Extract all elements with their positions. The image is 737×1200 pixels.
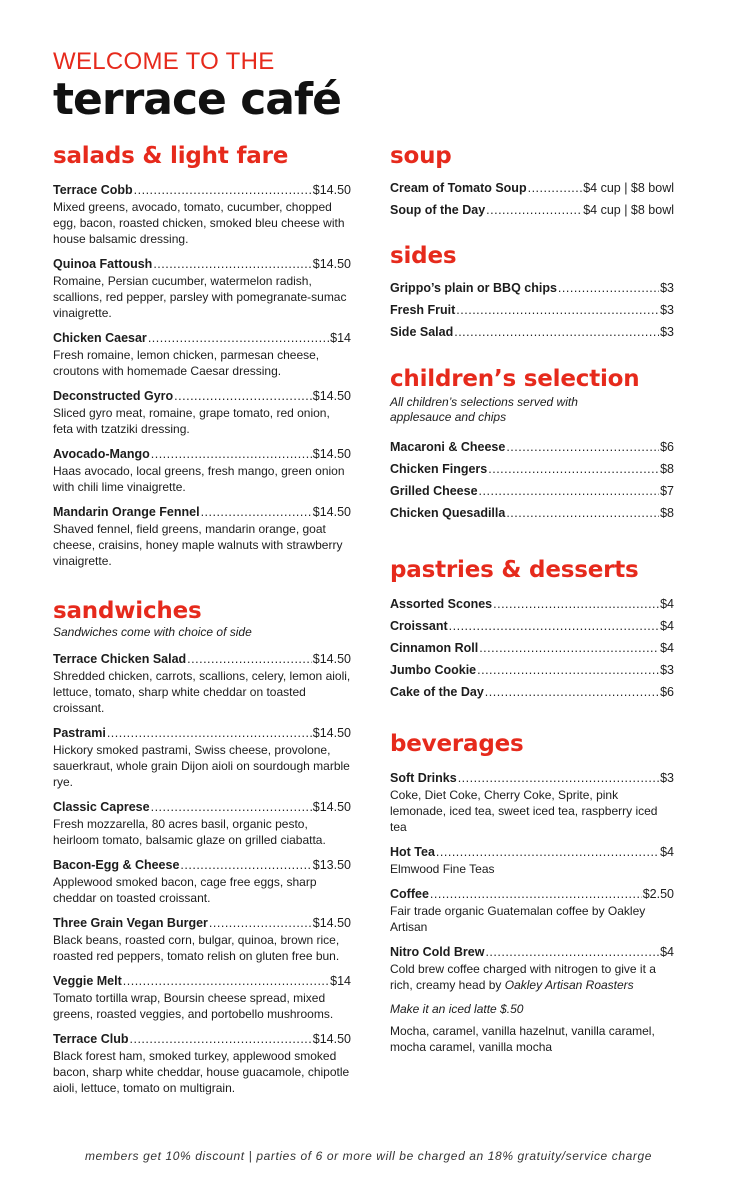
leader-dots [485,684,659,701]
section-title: children’s selection [390,366,640,392]
item-name: Soft Drinks [390,771,457,785]
item-description: Mixed greens, avocado, tomato, cucumber, chopped egg, bacon, roasted chicken, smoked bleu cheese with house balsamic dressing. [53,200,345,246]
item-name: Terrace Club [53,1032,129,1046]
item-name: Fresh Fruit [390,303,456,317]
menu-item [390,505,674,522]
item-description: Fresh romaine, lemon chicken, parmesan cheese, croutons with homemade Caesar dressing. [53,348,320,378]
leader-dots [209,915,312,932]
item-description [390,961,674,993]
menu-item [390,596,674,613]
item-price: $14.50 [312,183,351,197]
item-description: Elmwood Fine Teas [390,862,495,876]
item-name: Bacon-Egg & Cheese [53,858,180,872]
item-description: Fair trade organic Guatemalan coffee by Oakley Artisan [390,904,646,934]
menu-item [390,180,674,197]
leader-dots [477,662,659,679]
item-price: $4 [660,845,674,859]
item-description: Black forest ham, smoked turkey, applewood smoked bacon, sharp white cheddar, house guacamole, chipotle aioli, lettuce, tomato on multigrain. [53,1049,350,1095]
item-price: $14.50 [312,505,351,519]
item-name: Chicken Quesadilla [390,506,506,520]
item-description: Applewood smoked bacon, cage free eggs, sharp cheddar on toasted croissant. [53,875,317,905]
leader-dots [436,844,659,861]
item-price: $8 [660,506,674,520]
leader-dots [454,324,659,341]
leader-dots [506,505,659,522]
menu-item [53,256,351,321]
footer-note: members get 10% discount | parties of 6 or more will be charged an 18% gratuity/service charge [84,1149,653,1163]
section-beverages [390,730,674,1055]
item-price: $3 [660,663,674,677]
leader-dots [123,973,329,990]
menu-item [390,886,674,935]
section-title: sandwiches [53,598,202,624]
cafe-name: terrace café [53,74,341,125]
item-price: $14 [330,974,351,988]
item-name: Quinoa Fattoush [53,257,153,271]
item-name: Classic Caprese [53,800,150,814]
item-price: $7 [660,484,674,498]
item-price: $4 [660,945,674,959]
item-name: Cake of the Day [390,685,484,699]
leader-dots [506,439,659,456]
item-name: Cream of Tomato Soup [390,181,527,195]
menu-item [390,662,674,679]
item-name: Nitro Cold Brew [390,945,485,959]
menu-item [390,280,674,297]
item-price: $14 [330,331,351,345]
item-description: Black beans, roasted corn, bulgar, quinoa, brown rice, roasted red peppers, tomato relish on gluten free bun. [53,933,340,963]
item-description: Sliced gyro meat, romaine, grape tomato, red onion, feta with tzatziki dressing. [53,406,330,436]
item-name: Grippo’s plain or BBQ chips [390,281,557,295]
leader-dots [558,280,659,297]
item-description: Hickory smoked pastrami, Swiss cheese, provolone, sauerkraut, whole grain Dijon aioli on sourdough marble rye. [53,743,350,789]
leader-dots [151,446,312,463]
item-description: Shredded chicken, carrots, scallions, celery, lemon aioli, lettuce, tomato, sharp white cheddar on toasted croissant. [53,669,351,715]
welcome-heading: WELCOME TO THE [53,48,275,75]
section-salads [53,142,351,577]
item-price: $14.50 [312,1032,351,1046]
leader-dots [180,857,311,874]
item-price: $4 [660,597,674,611]
latte-flavors: Mocha, caramel, vanilla hazelnut, vanilla caramel, mocha caramel, vanilla mocha [390,1024,655,1054]
menu-item [390,439,674,456]
item-price: $4 cup | $8 bowl [583,203,674,217]
section-soup [390,142,674,224]
menu-item [53,1031,351,1096]
item-price: $14.50 [312,800,351,814]
menu-item [53,915,351,964]
menu-item [390,302,674,319]
item-price: $14.50 [312,257,351,271]
item-price: $4 [660,641,674,655]
menu-item [53,725,351,790]
item-name: Macaroni & Cheese [390,440,506,454]
item-description: Tomato tortilla wrap, Boursin cheese spread, mixed greens, roasted veggies, and portobello mushrooms. [53,991,334,1021]
menu-item [53,857,351,906]
item-price: $3 [660,771,674,785]
item-name: Terrace Chicken Salad [53,652,187,666]
item-price: $13.50 [312,858,351,872]
leader-dots [479,640,659,657]
item-name: Chicken Fingers [390,462,488,476]
item-description: Coke, Diet Coke, Cherry Coke, Sprite, pink lemonade, iced tea, sweet iced tea, raspberry iced tea [390,788,658,834]
item-price: $14.50 [312,916,351,930]
menu-item [390,640,674,657]
leader-dots [449,618,659,635]
menu-item [390,202,674,219]
item-price: $14.50 [312,652,351,666]
menu-item [390,461,674,478]
item-name: Chicken Caesar [53,331,147,345]
item-name: Grilled Cheese [390,484,478,498]
leader-dots [174,388,312,405]
menu-item [53,799,351,848]
menu-item [390,483,674,500]
item-name: Avocado-Mango [53,447,150,461]
item-name: Terrace Cobb [53,183,133,197]
menu-item [53,182,351,247]
item-name: Cinnamon Roll [390,641,479,655]
section-sandwiches [53,597,351,1104]
leader-dots [479,483,660,500]
item-price: $3 [660,303,674,317]
section-pastries [390,556,674,706]
leader-dots [486,202,582,219]
section-title: salads & light fare [53,143,289,169]
item-price: $3 [660,325,674,339]
menu-item [390,618,674,635]
leader-dots [151,799,312,816]
leader-dots [148,330,329,347]
leader-dots [485,944,659,961]
section-note: Sandwiches come with choice of side [53,625,252,639]
item-name: Pastrami [53,726,106,740]
item-name: Jumbo Cookie [390,663,477,677]
item-name: Mandarin Orange Fennel [53,505,200,519]
menu-item [390,324,674,341]
leader-dots [458,770,659,787]
item-price: $6 [660,440,674,454]
roaster-name: Oakley Artisan Roasters [504,978,634,992]
menu-item [53,446,351,495]
leader-dots [130,1031,312,1048]
leader-dots [153,256,311,273]
menu-item [390,684,674,701]
section-sides [390,242,674,346]
menu-item [53,973,351,1022]
menu-item [53,651,351,716]
section-title: sides [390,243,457,269]
leader-dots [134,182,312,199]
item-description: Fresh mozzarella, 80 acres basil, organic pesto, heirloom tomato, balsamic glaze on grilled ciabatta. [53,817,326,847]
item-description: Haas avocado, local greens, fresh mango, green onion with chili lime vinaigrette. [53,464,345,494]
menu-item [390,844,674,877]
item-name: Deconstructed Gyro [53,389,174,403]
item-price: $14.50 [312,389,351,403]
leader-dots [201,504,312,521]
item-description-text: Cold brew coffee charged with nitrogen to give it a rich, creamy head by [390,962,656,992]
section-note: All children’s selections served with applesauce and chips [390,395,578,424]
item-name: Hot Tea [390,845,435,859]
item-name: Veggie Melt [53,974,122,988]
item-description: Shaved fennel, field greens, mandarin orange, goat cheese, craisins, honey maple walnuts with strawberry vinaigrette. [53,522,343,568]
item-name: Croissant [390,619,448,633]
item-price: $8 [660,462,674,476]
leader-dots [528,180,583,197]
latte-note: Make it an iced latte $.50 [390,1002,524,1016]
menu-item [390,770,674,835]
leader-dots [187,651,312,668]
leader-dots [107,725,312,742]
leader-dots [488,461,659,478]
menu-item [53,504,351,569]
item-price: $2.50 [642,887,674,901]
item-name: Coffee [390,887,429,901]
menu-item [53,330,351,379]
leader-dots [456,302,659,319]
item-price: $4 cup | $8 bowl [583,181,674,195]
item-name: Side Salad [390,325,454,339]
item-price: $4 [660,619,674,633]
item-price: $6 [660,685,674,699]
section-title: beverages [390,731,524,757]
section-title: pastries & desserts [390,557,639,583]
item-description: Romaine, Persian cucumber, watermelon radish, scallions, red pepper, parsley with pomegranate-sumac vinaigrette. [53,274,347,320]
leader-dots [493,596,659,613]
menu-header [53,48,341,124]
section-title: soup [390,143,452,169]
menu-item [53,388,351,437]
leader-dots [430,886,642,903]
item-price: $14.50 [312,726,351,740]
item-name: Assorted Scones [390,597,493,611]
item-price: $14.50 [312,447,351,461]
section-children [390,365,674,527]
menu-item [390,944,674,993]
item-name: Three Grain Vegan Burger [53,916,208,930]
item-name: Soup of the Day [390,203,486,217]
item-price: $3 [660,281,674,295]
